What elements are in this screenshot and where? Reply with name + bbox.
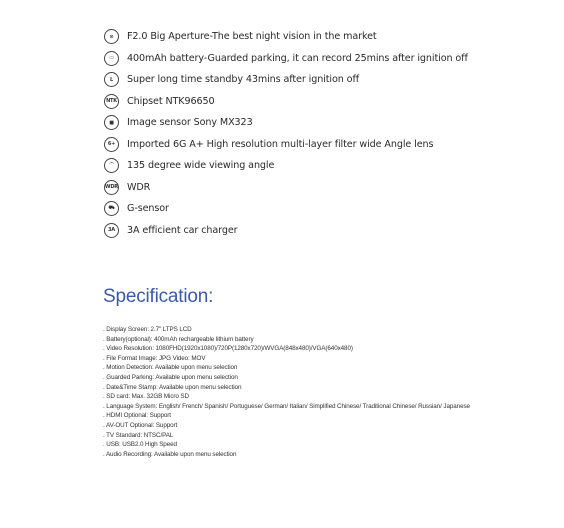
specification-heading: Specification: <box>103 286 214 307</box>
sensor-icon: ■ <box>104 115 119 130</box>
spec-line: . USB: USB2.0 High Speed <box>103 441 177 449</box>
feature-text: Super long time standby 43mins after ignition off <box>127 74 360 86</box>
clock-icon: L <box>104 72 119 87</box>
feature-item <box>104 198 468 220</box>
spec-line: . Date&Time Stamp: Available upon menu selection <box>103 383 242 391</box>
feature-text: Imported 6G A+ High resolution multi-layer filter wide Angle lens <box>127 138 434 150</box>
feature-text: WDR <box>127 181 151 193</box>
feature-list <box>104 26 468 241</box>
aperture-icon: ⊙ <box>104 29 119 44</box>
spec-line: . Battery(optional): 400mAh rechargeable lithium battery <box>103 335 254 343</box>
car-g-sensor-icon: ⛟ <box>104 201 119 216</box>
feature-text: Chipset NTK96650 <box>127 95 215 107</box>
feature-item <box>104 69 468 91</box>
feature-item <box>104 26 468 48</box>
spec-line: . Video Resolution: 1080FHD(1920x1080)/720P(1280x720)/WVGA(848x480)/VGA(640x480) <box>103 345 353 353</box>
wide-angle-icon: ⌒ <box>104 158 119 173</box>
battery-icon: ▭ <box>104 51 119 66</box>
spec-line: . Motion Detection: Available upon menu selection <box>103 364 238 372</box>
feature-item <box>104 48 468 70</box>
spec-line: . Audio Recording: Available upon menu selection <box>103 450 237 458</box>
spec-line: . File Format Image: JPG Video: MOV <box>103 354 206 362</box>
feature-item <box>104 220 468 242</box>
feature-item <box>104 177 468 199</box>
feature-text: G-sensor <box>127 203 169 215</box>
specification-list <box>103 325 470 459</box>
spec-line: . Language System: English/ French/ Spanish/ Portuguese/ German/ Italian/ Simplified Chinese/ Traditional Chinese/ Russian/ Japanese <box>103 402 470 410</box>
feature-text: 135 degree wide viewing angle <box>127 160 275 172</box>
spec-line: . TV Standard: NTSC/PAL <box>103 431 174 439</box>
wdr-icon: WDR <box>104 180 119 195</box>
feature-text: 400mAh battery-Guarded parking, it can record 25mins after ignition off <box>127 52 468 64</box>
lens-6g-icon: 6+ <box>104 137 119 152</box>
ntk-chip-icon: NTK <box>104 94 119 109</box>
spec-line: . SD card: Max. 32GB Micro SD <box>103 393 189 401</box>
feature-item <box>104 91 468 113</box>
feature-item <box>104 134 468 156</box>
feature-text: F2.0 Big Aperture-The best night vision in the market <box>127 31 377 43</box>
feature-item <box>104 155 468 177</box>
spec-line: . Guarded Parking: Available upon menu selection <box>103 373 238 381</box>
feature-item <box>104 112 468 134</box>
feature-text: 3A efficient car charger <box>127 224 238 236</box>
spec-line: . Display Screen: 2.7" LTPS LCD <box>103 326 192 333</box>
spec-line: . AV-OUT Optional: Support <box>103 421 178 429</box>
spec-line: . HDMI Optional: Support <box>103 412 171 420</box>
feature-text: Image sensor Sony MX323 <box>127 117 253 129</box>
charger-3a-icon: 3A <box>104 223 119 238</box>
